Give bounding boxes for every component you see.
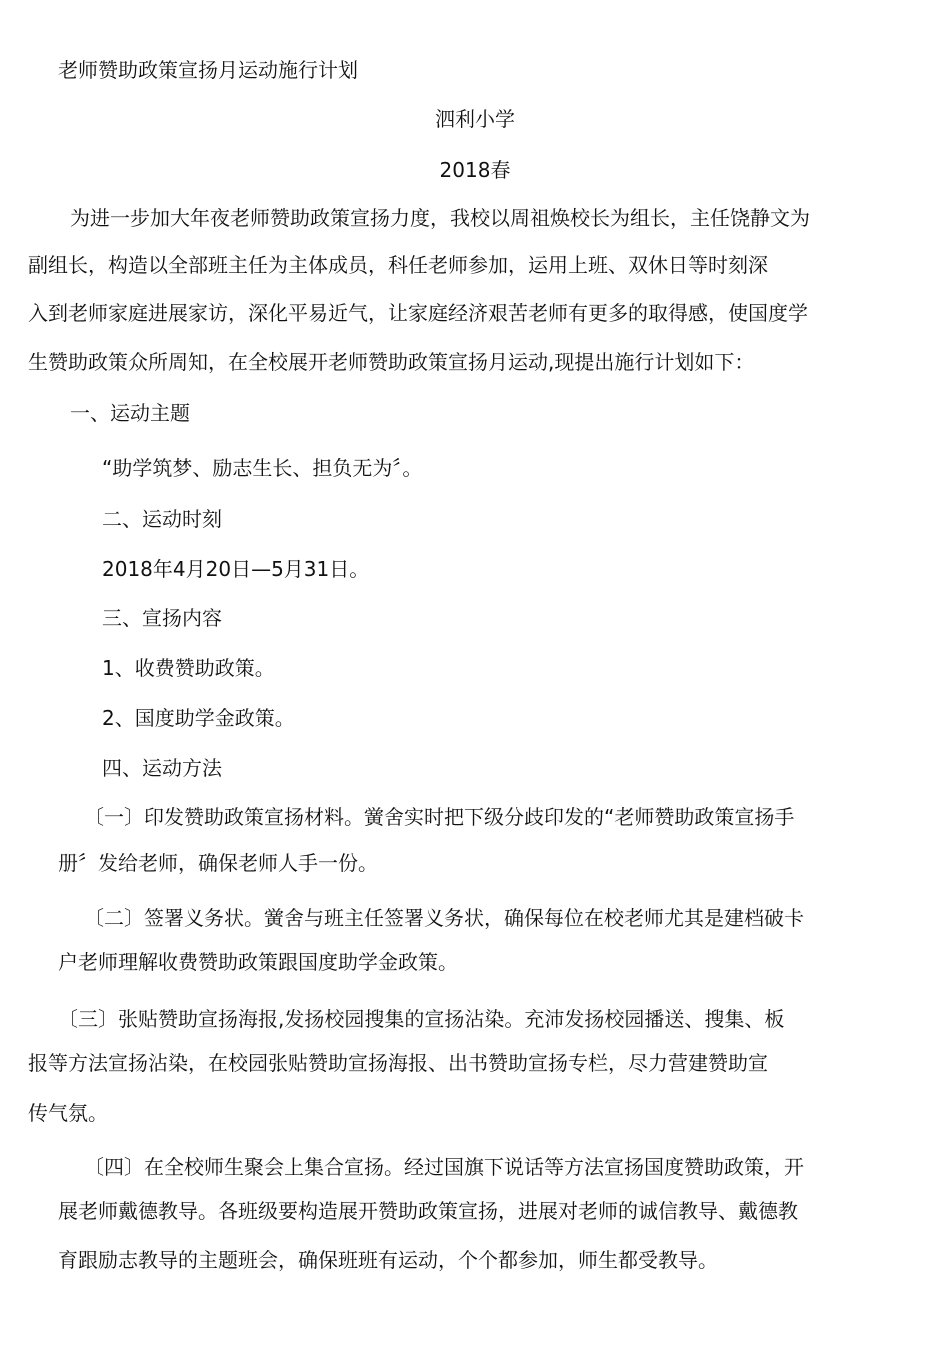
method-line: 〔二〕签署义务状。黉舍与班主任签署义务状，确保每位在校老师尤其是建档破卡 [84, 906, 804, 930]
intro-line: 为进一步加大年夜老师赞助政策宣扬力度，我校以周祖焕校长为组长，主任饶静文为 [70, 206, 810, 230]
section-heading: 二、运动时刻 [102, 507, 222, 531]
term-label: 2018春 [439, 158, 511, 182]
method-line: 户老师理解收费赞助政策跟国度助学金政策。 [58, 950, 458, 974]
theme-text: “助学筑梦、励志生长、担负无为〞。 [102, 456, 423, 480]
intro-line: 生赞助政策众所周知，在全校展开老师赞助政策宣扬月运动,现提出施行计划如下： [28, 350, 755, 374]
school-name: 泗利小学 [435, 107, 515, 131]
content-item: 1、收费赞助政策。 [102, 656, 275, 680]
method-line: 册〞发给老师，确保老师人手一份。 [58, 851, 378, 875]
section-heading: 三、宣扬内容 [102, 606, 222, 630]
document-title: 老师赞助政策宣扬月运动施行计划 [58, 58, 358, 82]
method-line: 传气氛。 [28, 1101, 108, 1125]
method-line: 〔一〕印发赞助政策宣扬材料。黉舍实时把下级分歧印发的“老师赞助政策宣扬手 [84, 805, 795, 829]
method-line: 〔三〕张贴赞助宣扬海报,发扬校园搜集的宣扬沾染。充沛发扬校园播送、搜集、板 [58, 1007, 785, 1031]
method-line: 展老师戴德教导。各班级要构造展开赞助政策宣扬，进展对老师的诚信教导、戴德教 [58, 1199, 798, 1223]
content-item: 2、国度助学金政策。 [102, 706, 295, 730]
method-line: 报等方法宣扬沾染，在校园张贴赞助宣扬海报、出书赞助宣扬专栏，尽力营建赞助宣 [28, 1051, 768, 1075]
section-heading: 四、运动方法 [102, 756, 222, 780]
intro-line: 入到老师家庭进展家访，深化平易近气，让家庭经济艰苦老师有更多的取得感，使国度学 [28, 301, 808, 325]
method-line: 〔四〕在全校师生聚会上集合宣扬。经过国旗下说话等方法宣扬国度赞助政策，开 [84, 1155, 804, 1179]
date-range: 2018年4月20日—5月31日。 [102, 557, 370, 581]
method-line: 育跟励志教导的主题班会，确保班班有运动，个个都参加，师生都受教导。 [58, 1248, 718, 1272]
section-heading: 一、运动主题 [70, 401, 190, 425]
intro-line: 副组长，构造以全部班主任为主体成员，科任老师参加，运用上班、双休日等时刻深 [28, 253, 768, 277]
